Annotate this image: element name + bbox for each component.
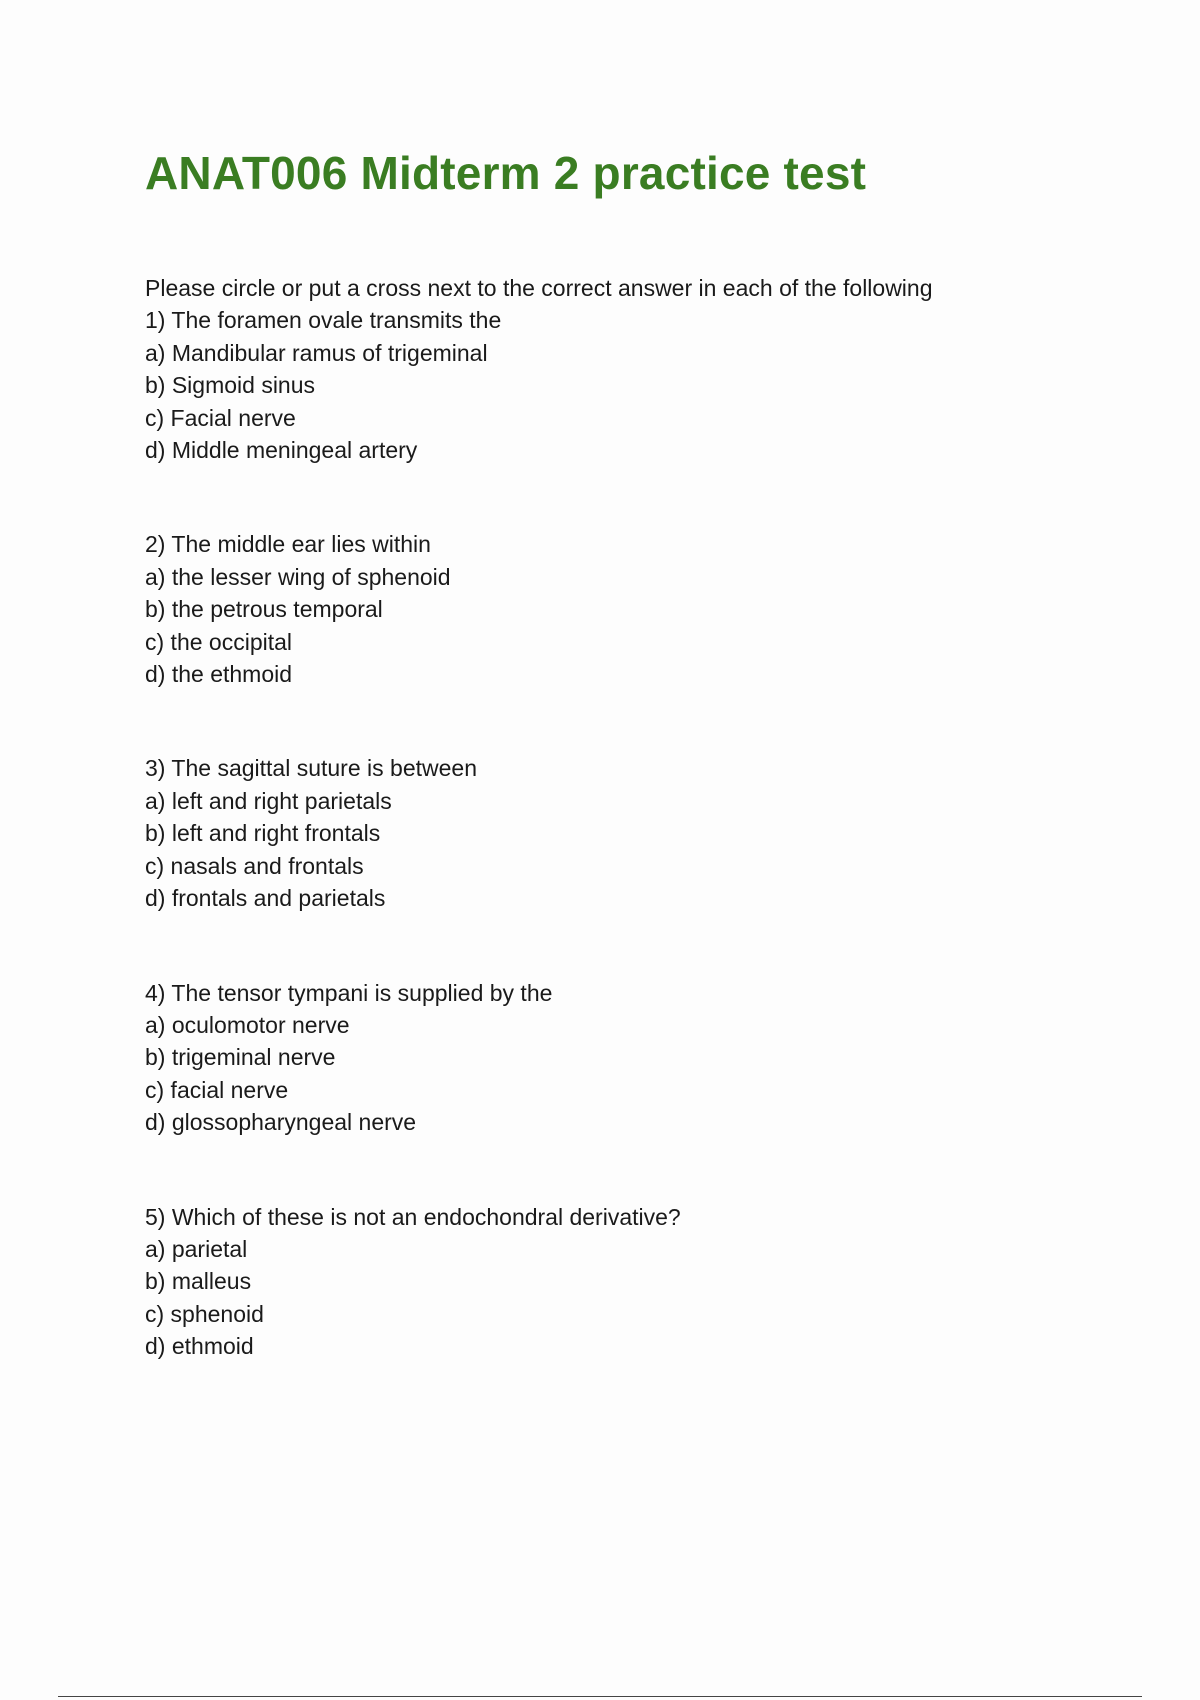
answer-option: b) Sigmoid sinus — [145, 372, 316, 399]
answer-option: d) Middle meningeal artery — [145, 437, 418, 464]
answer-option: a) left and right parietals — [145, 787, 392, 814]
question-3 — [145, 752, 1125, 914]
answer-option: c) sphenoid — [145, 1300, 264, 1327]
answer-option: d) the ethmoid — [145, 661, 293, 688]
answer-option: a) oculomotor nerve — [145, 1011, 350, 1038]
answer-option: d) frontals and parietals — [145, 885, 386, 912]
answer-option: a) the lesser wing of sphenoid — [145, 563, 451, 590]
answer-option: d) ethmoid — [145, 1333, 254, 1360]
bottom-divider — [58, 1696, 1142, 1697]
answer-option: c) facial nerve — [145, 1076, 289, 1103]
question-prompt: 4) The tensor tympani is supplied by the — [145, 979, 553, 1006]
answer-option: b) the petrous temporal — [145, 596, 383, 623]
answer-option: d) glossopharyngeal nerve — [145, 1109, 417, 1136]
answer-option: b) malleus — [145, 1268, 252, 1295]
page-title: ANAT006 Midterm 2 practice test — [145, 147, 867, 199]
answer-option: b) left and right frontals — [145, 820, 381, 847]
question-4 — [145, 977, 1125, 1139]
answer-option: a) Mandibular ramus of trigeminal — [145, 339, 488, 366]
question-prompt: 2) The middle ear lies within — [145, 531, 431, 558]
instructions-text: Please circle or put a cross next to the correct answer in each of the following — [145, 275, 933, 301]
question-prompt: 1) The foramen ovale transmits the — [145, 307, 502, 334]
answer-option: c) nasals and frontals — [145, 852, 364, 879]
question-prompt: 3) The sagittal suture is between — [145, 755, 477, 782]
question-sheet — [145, 272, 1125, 1363]
answer-option: b) trigeminal nerve — [145, 1044, 336, 1071]
answer-option: a) parietal — [145, 1235, 248, 1262]
question-2 — [145, 528, 1125, 690]
answer-option: c) the occipital — [145, 628, 293, 655]
question-1 — [145, 304, 1125, 466]
question-prompt: 5) Which of these is not an endochondral derivative? — [145, 1203, 681, 1230]
answer-option: c) Facial nerve — [145, 404, 296, 431]
question-5 — [145, 1201, 1125, 1363]
